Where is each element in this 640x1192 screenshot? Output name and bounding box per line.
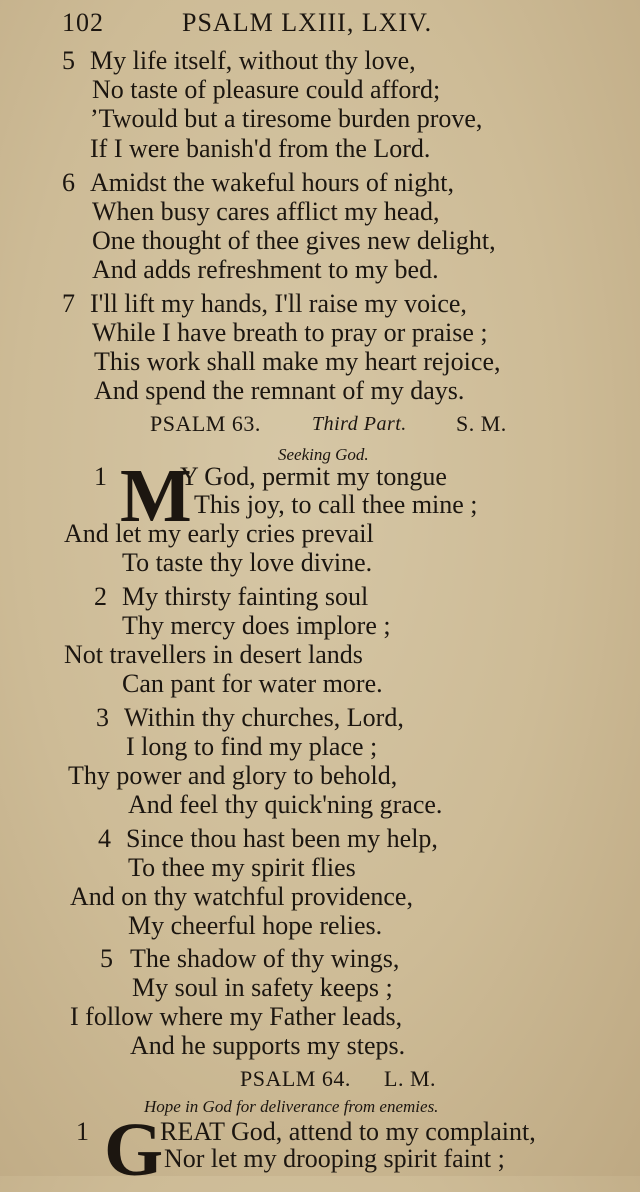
verse-line: My soul in safety keeps ;	[132, 973, 393, 1002]
psalm-meter: S. M.	[456, 411, 507, 436]
verse-line: And he supports my steps.	[130, 1031, 406, 1060]
verse-line: Thy mercy does implore ;	[122, 611, 391, 640]
psalm-heading: PSALM 63.	[150, 411, 261, 436]
verse-number: 2	[94, 582, 107, 611]
verse-line: This joy, to call thee mine ;	[194, 490, 478, 519]
verse-number: 5	[62, 46, 75, 75]
verse-line: Nor let my drooping spirit faint ;	[164, 1144, 505, 1173]
verse-line: And spend the remnant of my days.	[94, 376, 465, 405]
psalm-heading: PSALM 64.	[240, 1066, 351, 1091]
verse-line: No taste of pleasure could afford;	[92, 75, 441, 104]
drop-cap: M	[120, 454, 192, 538]
verse-line: I long to find my place ;	[126, 732, 378, 761]
verse-number: 7	[62, 289, 75, 318]
verse-line: To thee my spirit flies	[128, 853, 356, 882]
verse-number: 3	[96, 703, 109, 732]
drop-cap: G	[104, 1108, 164, 1192]
page-number: 102	[62, 8, 104, 37]
running-title: PSALM LXIII, LXIV.	[182, 8, 433, 37]
verse-line: My thirsty fainting soul	[122, 582, 369, 611]
verse-line: My life itself, without thy love,	[90, 46, 416, 75]
verse-line: REAT God, attend to my complaint,	[160, 1117, 536, 1146]
psalm-part: Third Part.	[312, 413, 407, 435]
verse-number: 5	[100, 944, 113, 973]
verse-line: And let my early cries prevail	[64, 519, 374, 548]
verse-line: And adds refreshment to my bed.	[92, 255, 439, 284]
psalm-meter: L. M.	[384, 1066, 436, 1091]
verse-number: 6	[62, 168, 75, 197]
verse-line: While I have breath to pray or praise ;	[92, 318, 488, 347]
verse-number: 4	[98, 824, 111, 853]
verse-line: Since thou hast been my help,	[126, 824, 438, 853]
verse-line: Can pant for water more.	[122, 669, 383, 698]
verse-line: Thy power and glory to behold,	[68, 761, 398, 790]
verse-line: And feel thy quick'ning grace.	[128, 790, 443, 819]
verse-line: The shadow of thy wings,	[130, 944, 400, 973]
verse-line: Within thy churches, Lord,	[124, 703, 404, 732]
verse-line: To taste thy love divine.	[122, 548, 373, 577]
verse-line: Amidst the wakeful hours of night,	[90, 168, 454, 197]
verse-line: I'll lift my hands, I'll raise my voice,	[90, 289, 467, 318]
verse-line: My cheerful hope relies.	[128, 911, 383, 940]
verse-line: Y God, permit my tongue	[180, 462, 447, 491]
verse-number: 1	[76, 1117, 89, 1146]
verse-line: ’Twould but a tiresome burden prove,	[90, 104, 483, 133]
verse-line: And on thy watchful providence,	[70, 882, 413, 911]
psalm-subject: Seeking God.	[278, 445, 369, 464]
verse-number: 1	[94, 462, 107, 491]
verse-line: This work shall make my heart rejoice,	[94, 347, 501, 376]
psalm-subject: Hope in God for deliverance from enemies.	[144, 1097, 439, 1116]
verse-line: I follow where my Father leads,	[70, 1002, 403, 1031]
verse-line: One thought of thee gives new delight,	[92, 226, 496, 255]
verse-line: If I were banish'd from the Lord.	[90, 134, 431, 163]
verse-line: Not travellers in desert lands	[64, 640, 363, 669]
verse-line: When busy cares afflict my head,	[92, 197, 440, 226]
